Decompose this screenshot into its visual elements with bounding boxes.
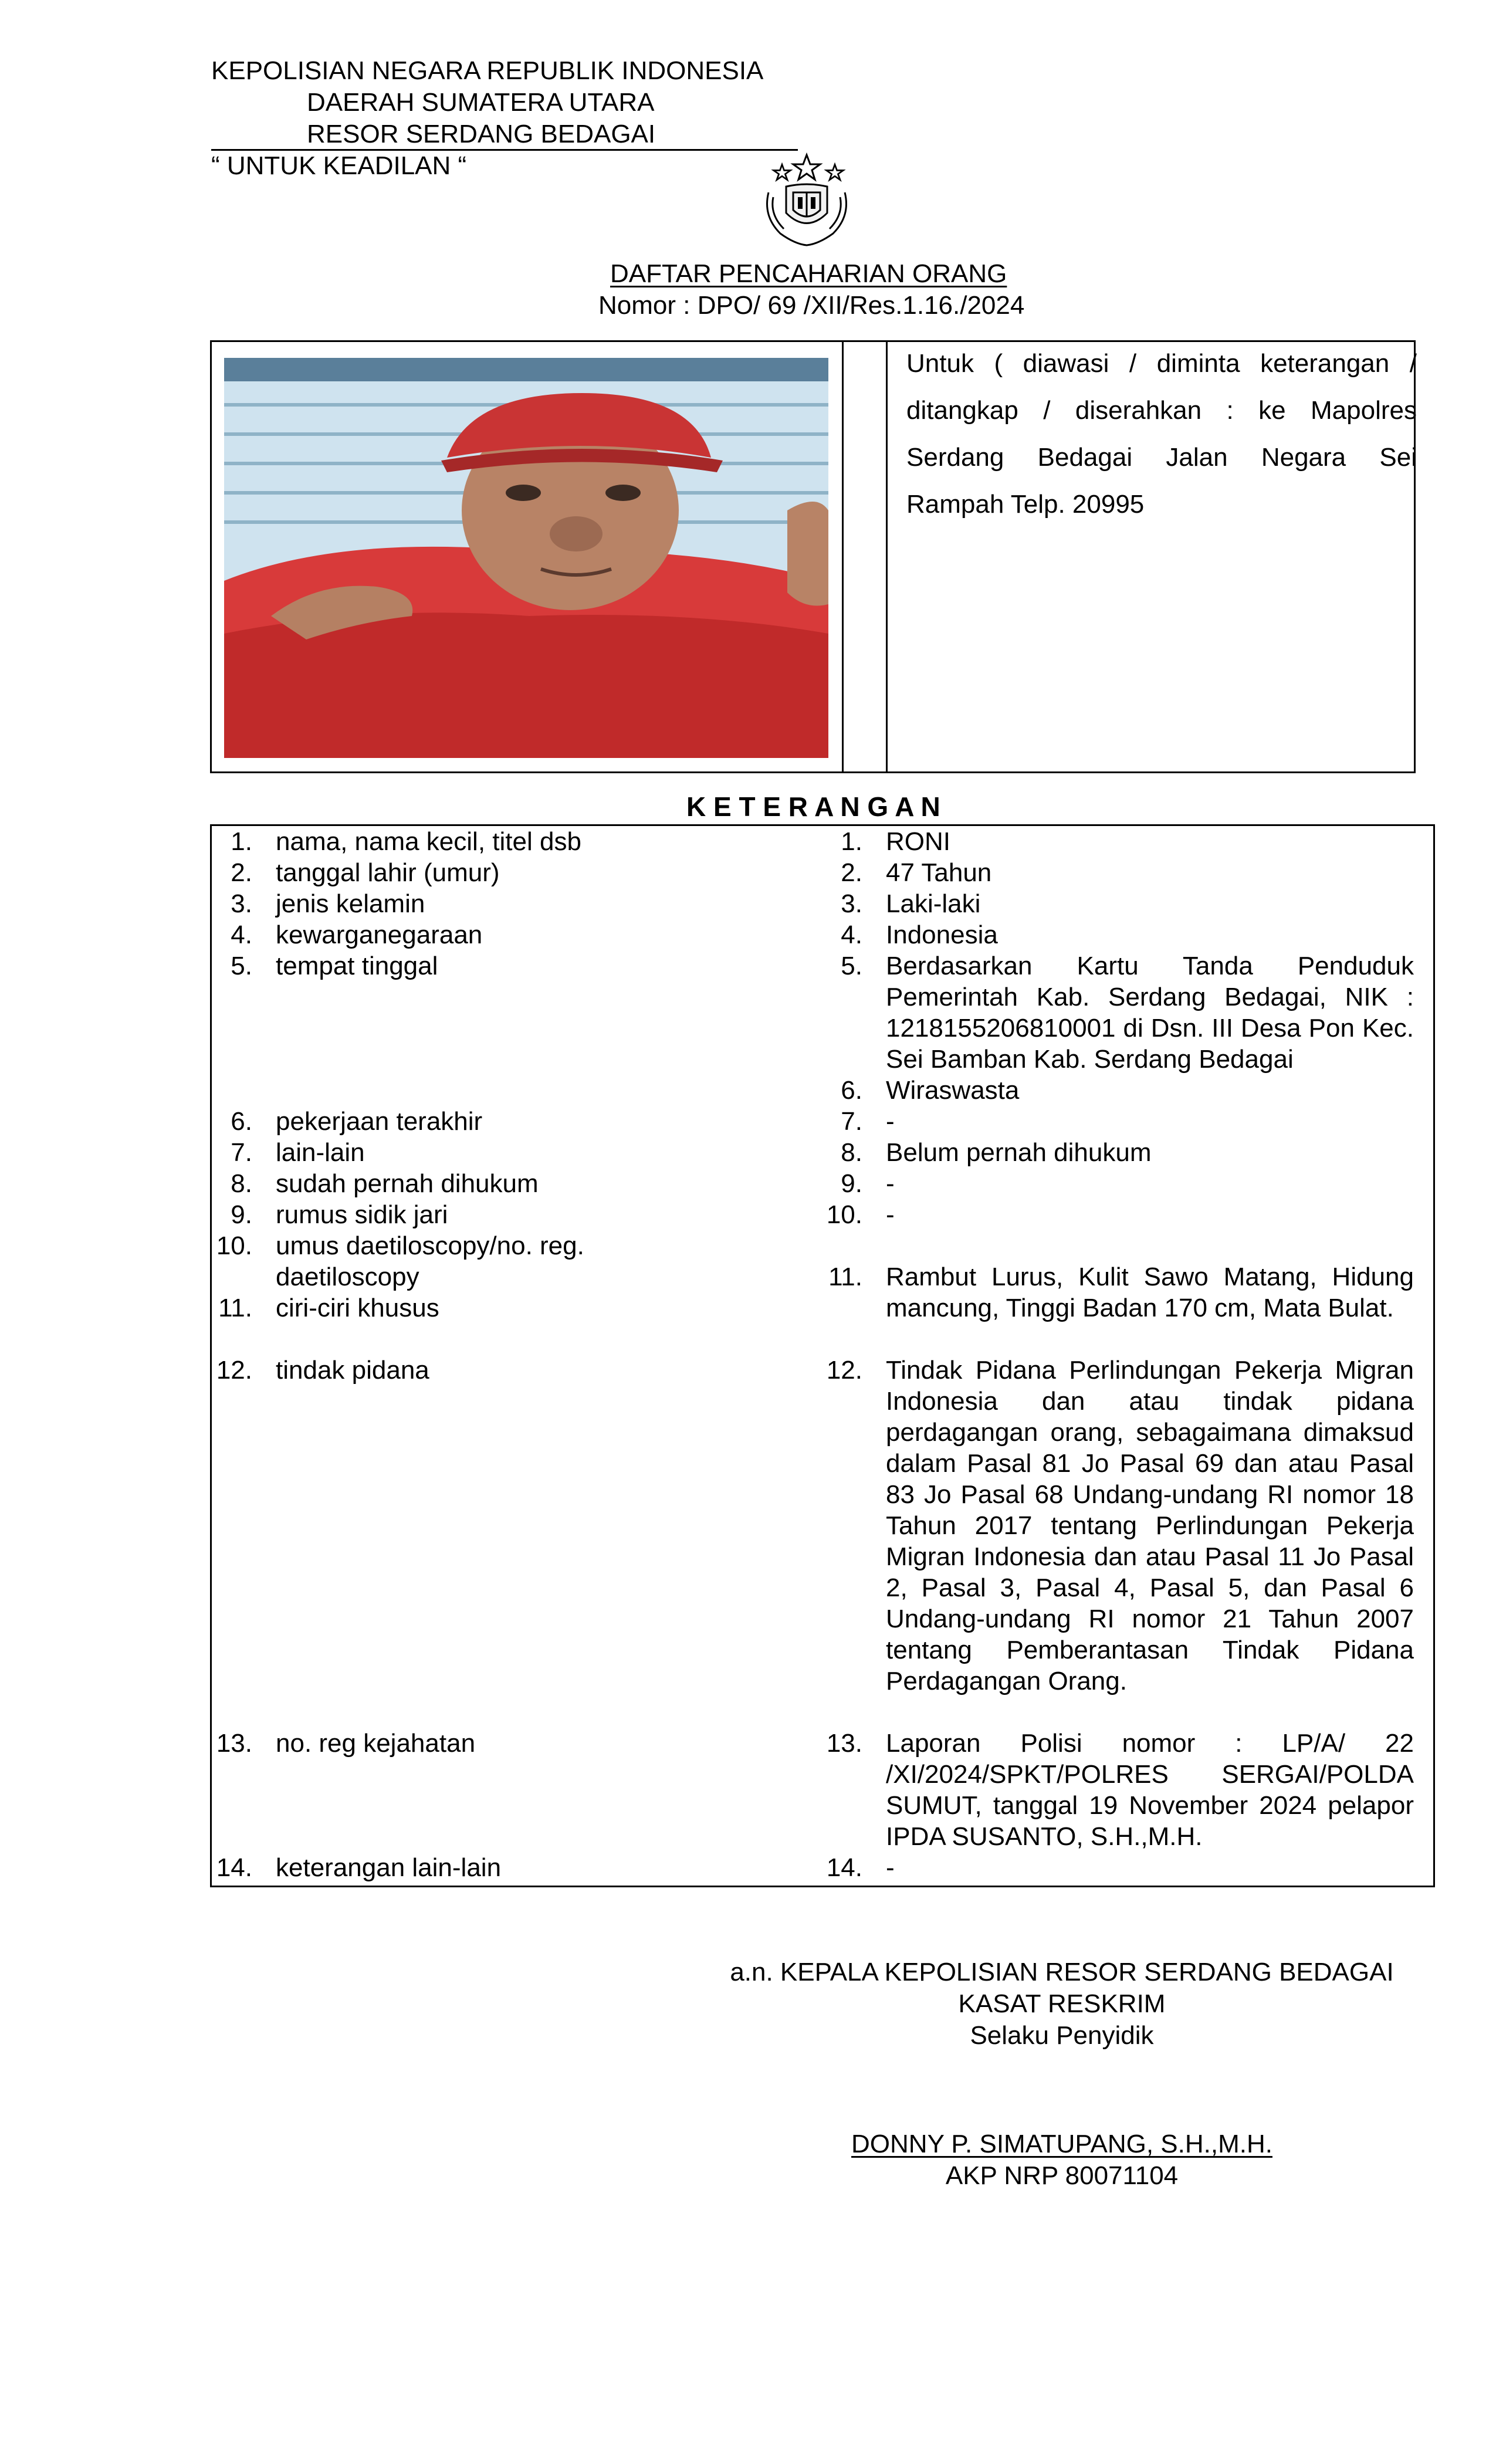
purpose-text [906,340,1417,528]
purpose-line-4: Rampah Telp. 20995 [906,490,1145,519]
label-number: 5. [231,952,252,980]
document-title: DAFTAR PENCAHARIAN ORANG [610,259,1007,288]
document-number: Nomor : DPO/ 69 /XII/Res.1.16./2024 [598,291,1025,320]
value-number: 4. [841,920,862,949]
label-text: lain-lain [276,1138,365,1167]
signatory-rank: AKP NRP 80071104 [945,2161,1179,2190]
label-number: 14. [216,1853,252,1882]
header-region: DAERAH SUMATERA UTARA [307,88,655,117]
value-crime: Tindak Pidana Perlindungan Pekerja Migran Indonesia dan atau tindak pidana perdagangan orang, sebagaimana dimaksud dalam Pasal 81 Jo Pasal 69 dan atau Pasal 83 Jo Pasal 68 Undang-undang RI nomor 18 Tahun 2017 tentang Perlindungan Pekerja Migran Indonesia dan atau Pasal 11 Jo Pasal 2, Pasal 3, Pasal 4, Pasal 5, dan Pasal 6 Undang-undang RI nomor 21 Tahun 2007 tentang Pemberantasan Tindak Pidana Perdagangan Orang. [886,1356,1414,1695]
value-dactyloscopy: - [886,1200,895,1229]
label-number: 6. [231,1107,252,1136]
header-institution: KEPOLISIAN NEGARA REPUBLIK INDONESIA [211,56,764,85]
label-text: tanggal lahir (umur) [276,858,500,887]
signature-authority: a.n. KEPALA KEPOLISIAN RESOR SERDANG BEDAGAI [730,1958,1394,1986]
value-number: 1. [841,827,862,856]
value-other: - [886,1107,895,1136]
value-number: 3. [841,889,862,918]
purpose-line-1: Untuk ( diawasi / diminta keterangan / [906,349,1417,378]
label-number: 11. [218,1294,252,1322]
label-text: daetiloscopy [276,1263,419,1291]
label-number: 12. [216,1356,252,1385]
label-text: tindak pidana [276,1356,429,1385]
value-sex: Laki-laki [886,889,981,918]
panel-divider-1 [842,340,844,773]
value-occupation: Wiraswasta [886,1076,1020,1105]
value-number: 5. [841,952,862,980]
value-number: 14. [826,1853,862,1882]
label-text: rumus sidik jari [276,1200,448,1229]
value-number: 8. [841,1138,862,1167]
signatory-name: DONNY P. SIMATUPANG, S.H.,M.H. [851,2130,1272,2158]
value-special-features: Rambut Lurus, Kulit Sawo Matang, Hidung mancung, Tinggi Badan 170 cm, Mata Bulat. [886,1263,1414,1322]
value-nationality: Indonesia [886,920,998,949]
value-number: 11. [828,1263,862,1291]
police-emblem-icon [745,151,868,251]
label-number: 1. [231,827,252,856]
label-text: tempat tinggal [276,952,438,980]
label-text: nama, nama kecil, titel dsb [276,827,581,856]
label-text: sudah pernah dihukum [276,1169,539,1198]
label-text: jenis kelamin [276,889,425,918]
purpose-line-2: ditangkap / diserahkan : ke Mapolres [906,396,1417,425]
value-age: 47 Tahun [886,858,992,887]
value-number: 9. [841,1169,862,1198]
value-number: 2. [841,858,862,887]
suspect-photo [224,358,828,758]
signature-role: Selaku Penyidik [970,2021,1154,2050]
label-number: 4. [231,920,252,949]
value-number: 12. [826,1356,862,1385]
header-motto: “ UNTUK KEADILAN “ [211,151,467,180]
label-text: ciri-ciri khusus [276,1294,439,1322]
label-text: kewarganegaraan [276,920,483,949]
panel-divider-2 [886,340,888,773]
label-text: pekerjaan terakhir [276,1107,483,1136]
signature-position: KASAT RESKRIM [958,1989,1166,2018]
label-number: 3. [231,889,252,918]
label-number: 7. [231,1138,252,1167]
label-number: 10. [216,1231,252,1260]
header-resort: RESOR SERDANG BEDAGAI [307,120,656,148]
label-number: 13. [216,1729,252,1758]
value-fingerprint: - [886,1169,895,1198]
label-number: 2. [231,858,252,887]
label-text: keterangan lain-lain [276,1853,502,1882]
label-text: no. reg kejahatan [276,1729,476,1758]
value-address: Berdasarkan Kartu Tanda Penduduk Pemerintah Kab. Serdang Bedagai, NIK : 1218155206810001 di Dsn. III Desa Pon Kec. Sei Bamban Kab. Serdang Bedagai [886,952,1414,1074]
value-notes: - [886,1853,895,1882]
section-title: K E T E R A N G A N [686,791,940,822]
value-number: 6. [841,1076,862,1105]
purpose-line-3: Serdang Bedagai Jalan Negara Sei [906,443,1417,472]
label-text: umus daetiloscopy/no. reg. [276,1231,584,1260]
value-number: 7. [841,1107,862,1136]
label-number: 8. [231,1169,252,1198]
value-convicted: Belum pernah dihukum [886,1138,1152,1167]
value-report-number: Laporan Polisi nomor : LP/A/ 22 /XI/2024/SPKT/POLRES SERGAI/POLDA SUMUT, tanggal 19 November 2024 pelapor IPDA SUSANTO, S.H.,M.H. [886,1729,1414,1851]
value-number: 10. [826,1200,862,1229]
label-number: 9. [231,1200,252,1229]
value-name: RONI [886,827,950,856]
value-number: 13. [826,1729,862,1758]
